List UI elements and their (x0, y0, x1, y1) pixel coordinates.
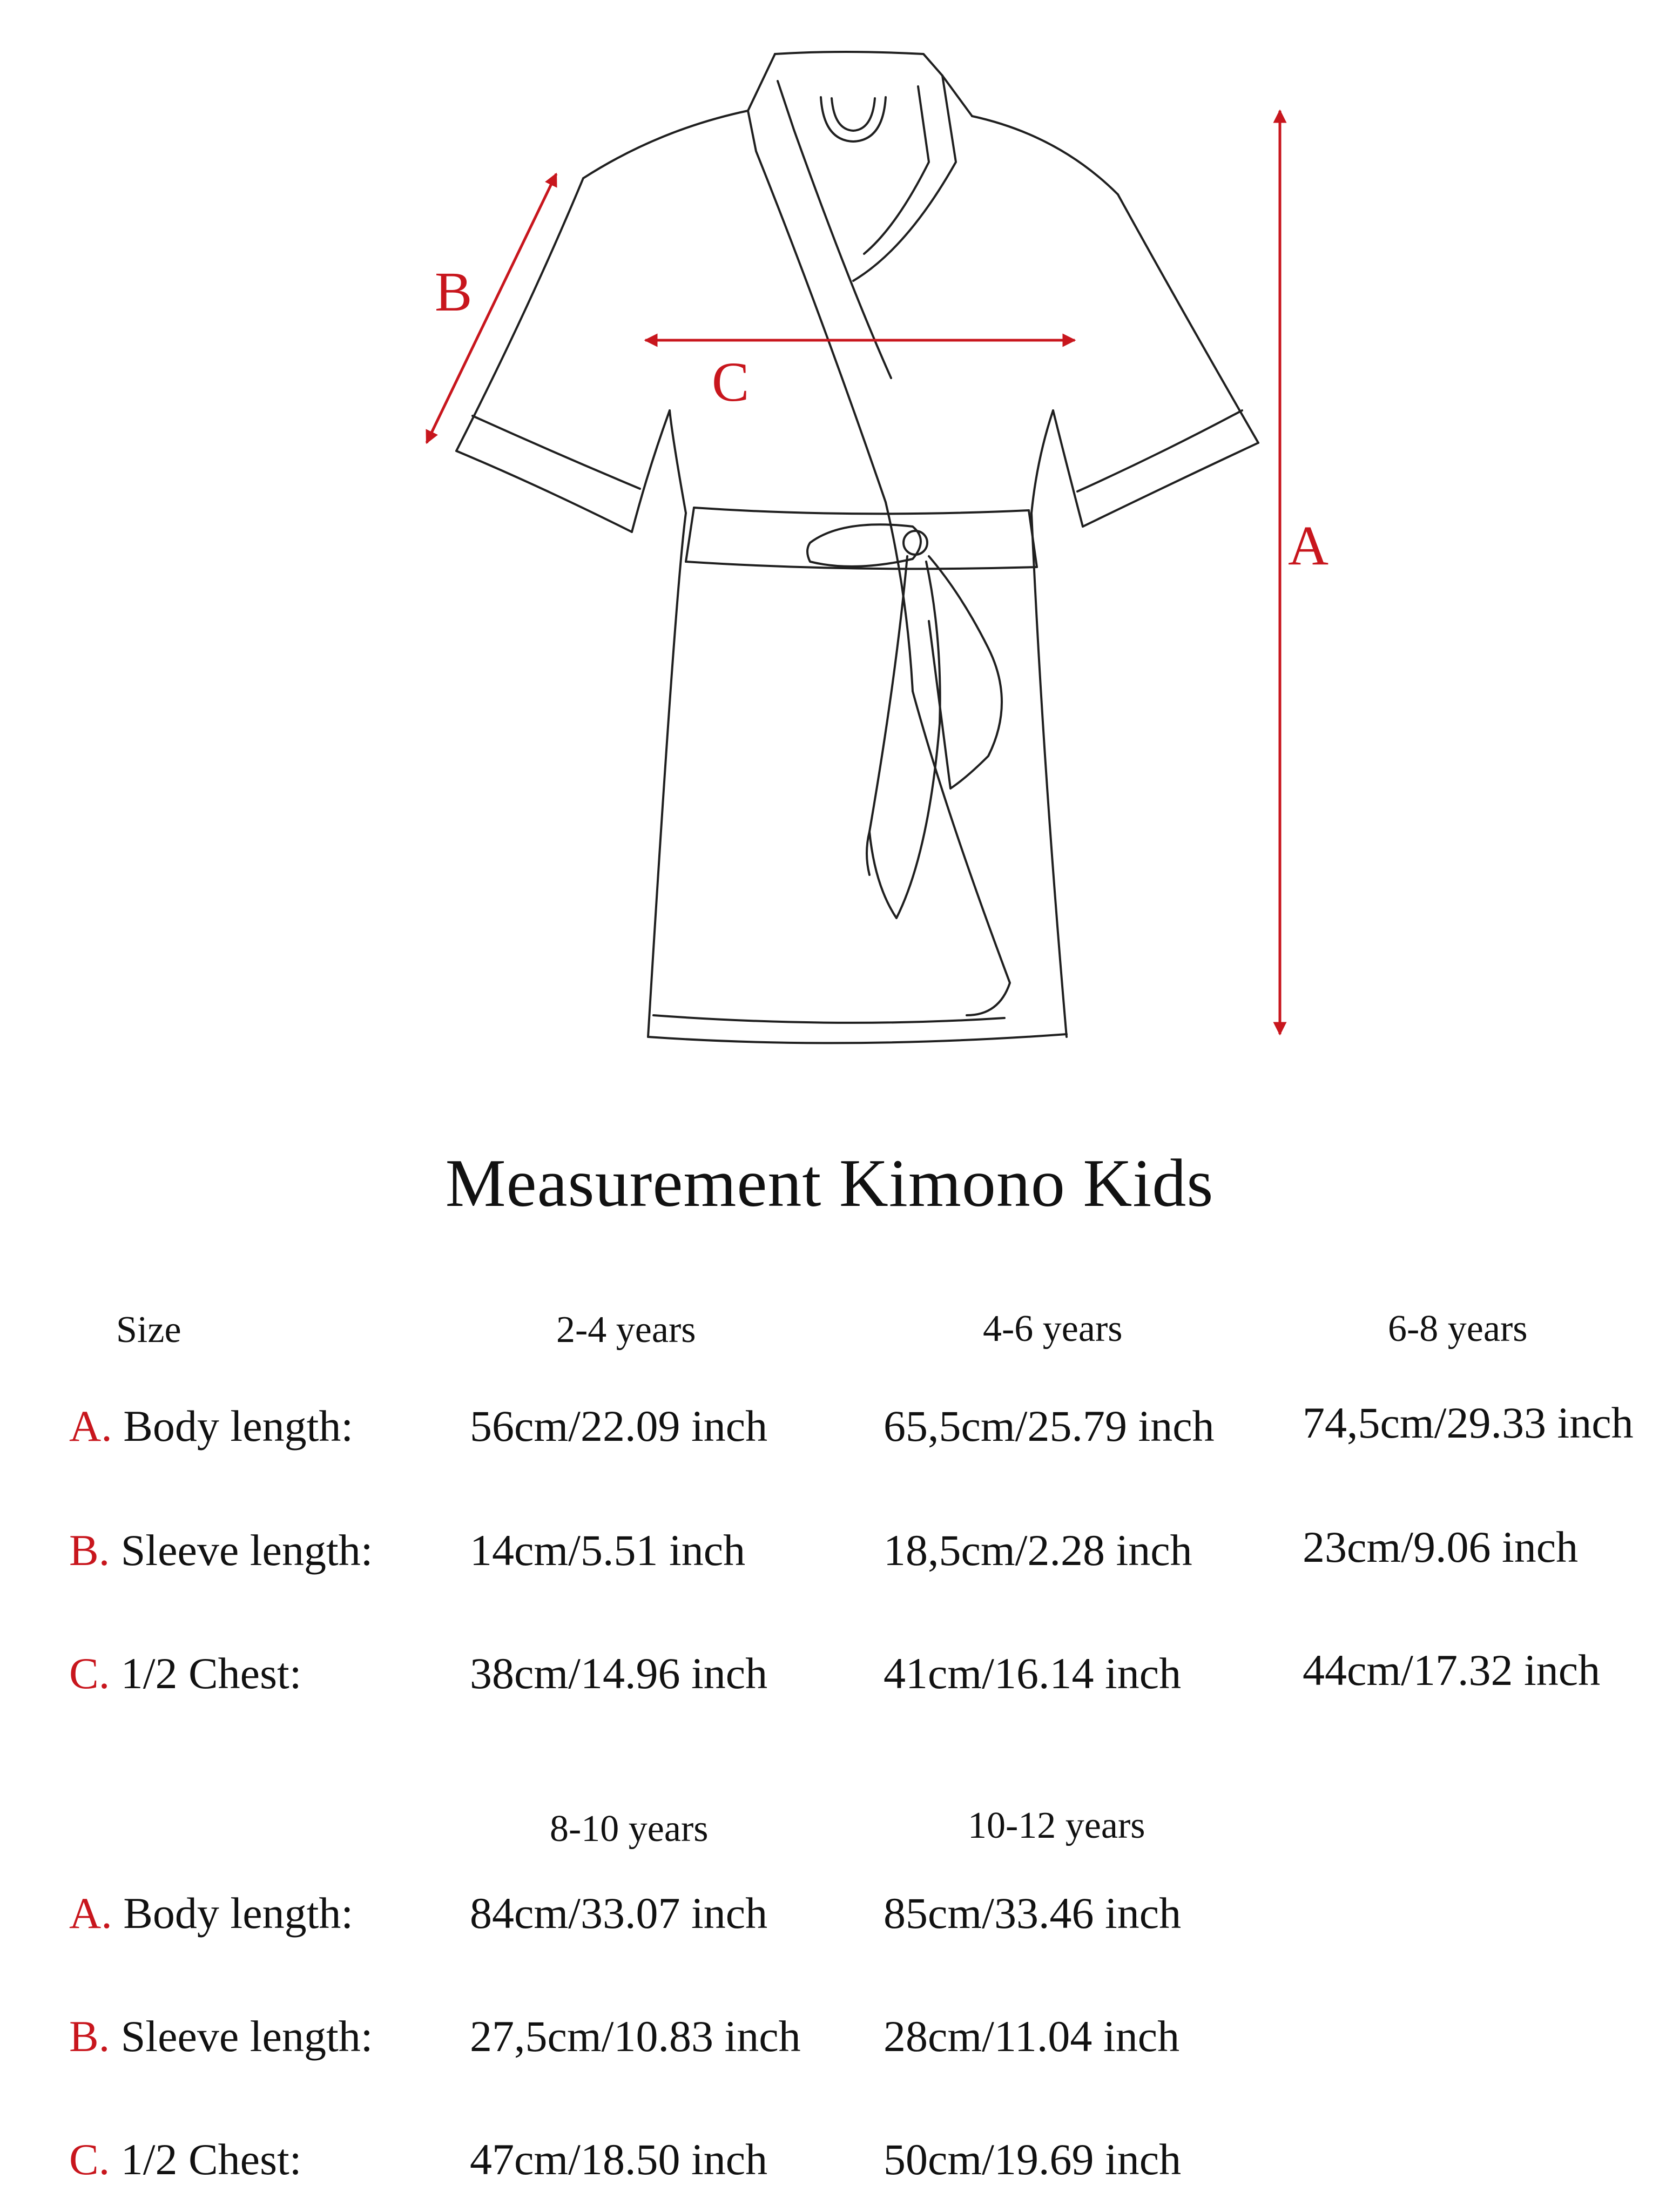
table-cell: 14cm/5.51 inch (470, 1526, 746, 1575)
kimono-outline (456, 52, 1258, 1043)
row-letter: A. (69, 1401, 112, 1451)
table-cell: 65,5cm/25.79 inch (884, 1401, 1215, 1451)
label-a: A (1288, 515, 1329, 577)
column-header: 6-8 years (1388, 1308, 1528, 1350)
row-label (69, 2137, 302, 2182)
row-name: Sleeve length: (120, 1526, 373, 1575)
label-b: B (435, 261, 473, 323)
table-cell: 23cm/9.06 inch (1303, 1522, 1579, 1572)
page-title: Measurement Kimono Kids (445, 1146, 1214, 1221)
table-cell: 85cm/33.46 inch (884, 1889, 1182, 1938)
table-cell: 84cm/33.07 inch (470, 1889, 768, 1938)
table-cell: 47cm/18.50 inch (470, 2135, 768, 2184)
table-cell: 28cm/11.04 inch (884, 2012, 1180, 2061)
column-header: 4-6 years (983, 1308, 1123, 1350)
table-cell: 18,5cm/2.28 inch (884, 1526, 1192, 1575)
row-label (69, 1651, 302, 1696)
table-cell: 50cm/19.69 inch (884, 2135, 1182, 2184)
row-label (69, 2014, 373, 2059)
size-header-label: Size (116, 1309, 181, 1351)
dimension-arrows (427, 111, 1280, 1034)
table-cell: 38cm/14.96 inch (470, 1649, 768, 1698)
row-letter: B. (69, 1526, 110, 1575)
row-letter: A. (69, 1889, 112, 1938)
table-cell: 56cm/22.09 inch (470, 1401, 768, 1451)
row-letter: C. (69, 2135, 110, 2184)
table-cell: 41cm/16.14 inch (884, 1649, 1182, 1698)
row-letter: B. (69, 2012, 110, 2061)
row-letter: C. (69, 1649, 110, 1698)
column-header: 8-10 years (550, 1808, 709, 1850)
row-name: Body length: (123, 1889, 354, 1938)
column-header: 10-12 years (968, 1805, 1145, 1846)
row-name: 1/2 Chest: (120, 2135, 302, 2184)
row-name: Body length: (123, 1401, 354, 1451)
kimono-diagram (0, 0, 1659, 1080)
row-label (69, 1528, 373, 1573)
row-label (69, 1401, 354, 1451)
table-cell: 27,5cm/10.83 inch (470, 2012, 801, 2061)
label-c: C (712, 351, 750, 413)
table-cell: 74,5cm/29.33 inch (1303, 1398, 1634, 1447)
row-name: 1/2 Chest: (120, 1649, 302, 1698)
row-name: Sleeve length: (120, 2012, 373, 2061)
column-header: 2-4 years (556, 1309, 696, 1351)
row-label (69, 1891, 353, 1936)
table-cell: 44cm/17.32 inch (1303, 1645, 1601, 1695)
